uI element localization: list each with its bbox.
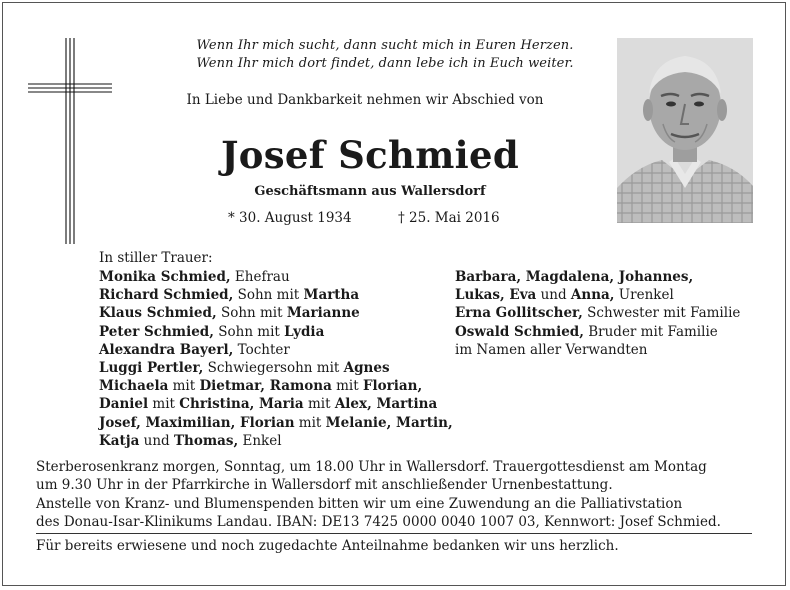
mourner-relation: Tochter	[233, 341, 290, 358]
mourner-name: Klaus Schmied,	[99, 305, 217, 322]
mourner-name: Daniel	[99, 396, 149, 413]
mourner-relation: Schwester mit Familie	[582, 305, 741, 322]
mourner-row	[455, 268, 775, 286]
mourner-relation: im Namen aller Verwandten	[455, 341, 648, 358]
mourner-relation: mit	[303, 396, 335, 413]
mourner-row	[99, 268, 459, 286]
mourner-relation: mit	[148, 396, 180, 413]
mourner-name: Alex, Martina	[334, 396, 438, 413]
mourners-label: In stiller Trauer:	[99, 250, 213, 266]
mourner-name: Katja	[99, 432, 140, 449]
mourner-relation: mit	[168, 378, 200, 395]
mourner-row	[455, 304, 775, 322]
mourners-left-column	[99, 268, 459, 450]
mourner-row	[455, 286, 775, 304]
mourner-relation: und	[536, 287, 571, 304]
mourner-relation: mit	[294, 414, 326, 431]
mourner-relation: Schwiegersohn mit	[203, 360, 344, 377]
mourner-row	[455, 323, 775, 341]
mourner-name: Lydia	[284, 323, 325, 340]
mourner-name: Florian,	[362, 378, 423, 395]
mourner-name: Lukas, Eva	[455, 287, 537, 304]
notice-line: des Donau-Isar-Klinikums Landau. IBAN: DE13 7425 0000 0040 1007 03, Kennwort: Josef Schmied.	[36, 514, 721, 531]
mourner-relation: Enkel	[238, 432, 282, 449]
mourner-name: Martha	[303, 287, 360, 304]
mourner-relation: Sohn mit	[233, 287, 304, 304]
notice-line: Anstelle von Kranz- und Blumenspenden bitten wir um eine Zuwendung an die Palliativstation	[36, 495, 683, 512]
mourner-row	[99, 432, 459, 450]
mourner-name: Alexandra Bayerl,	[99, 341, 234, 358]
quote-line-1: Wenn Ihr mich sucht, dann sucht mich in Euren Herzen.	[196, 38, 574, 53]
intro-text: In Liebe und Dankbarkeit nehmen wir Abschied von	[186, 92, 544, 108]
mourner-name: Luggi Pertler,	[99, 360, 204, 377]
mourner-name: Josef, Maximilian, Florian	[99, 414, 295, 431]
thanks-text: Für bereits erwiesene und noch zugedachte Anteilnahme bedanken wir uns herzlich.	[36, 538, 619, 554]
mourner-relation: Sohn mit	[216, 305, 287, 322]
mourner-row	[99, 414, 459, 432]
mourner-row	[99, 304, 459, 322]
mourner-row	[99, 286, 459, 304]
notice-line: um 9.30 Uhr in der Pfarrkirche in Wallersdorf mit anschließender Urnenbestattung.	[36, 477, 613, 494]
mourner-name: Anna,	[570, 287, 615, 304]
mourner-name: Agnes	[343, 360, 390, 377]
mourner-name: Oswald Schmied,	[455, 323, 584, 340]
death-date: † 25. Mai 2016	[398, 210, 500, 226]
deceased-occupation: Geschäftsmann aus Wallersdorf	[254, 184, 486, 199]
notice-line: Sterberosenkranz morgen, Sonntag, um 18.00 Uhr in Wallersdorf. Trauergottesdienst am Montag	[36, 459, 707, 475]
mourner-name: Barbara, Magdalena, Johannes,	[455, 269, 694, 285]
mourner-relation: Sohn mit	[213, 323, 285, 340]
mourner-row	[99, 377, 459, 395]
mourner-name: Thomas,	[173, 432, 239, 449]
quote-line-2: Wenn Ihr mich dort findet, dann lebe ich in Euch weiter.	[196, 56, 574, 71]
mourner-name: Michaela	[99, 378, 169, 395]
mourner-relation: und	[139, 432, 174, 449]
mourner-relation: mit	[331, 378, 363, 395]
mourner-name: Marianne	[286, 305, 360, 322]
mourner-name: Richard Schmied,	[99, 287, 234, 304]
funeral-notice	[36, 458, 756, 532]
mourner-name: Melanie, Martin,	[325, 414, 453, 431]
mourner-row	[99, 341, 459, 359]
mourner-name: Christina, Maria	[179, 396, 304, 413]
mourner-row	[99, 359, 459, 377]
portrait-photo	[617, 38, 753, 223]
deceased-name: Josef Schmied	[220, 133, 520, 177]
mourner-row	[99, 395, 459, 413]
mourner-name: Dietmar, Ramona	[199, 378, 332, 395]
mourner-relation: Ehefrau	[230, 269, 290, 285]
cross-icon	[28, 38, 112, 244]
mourner-name: Peter Schmied,	[99, 323, 214, 340]
mourner-relation: Urenkel	[614, 287, 674, 304]
mourner-row	[99, 323, 459, 341]
mourner-relation: Bruder mit Familie	[583, 323, 718, 340]
divider	[36, 533, 752, 534]
mourners-right-column	[455, 268, 775, 359]
mourner-row	[455, 341, 775, 359]
mourner-name: Monika Schmied,	[99, 269, 231, 285]
birth-date: * 30. August 1934	[228, 210, 352, 226]
mourner-name: Erna Gollitscher,	[455, 305, 583, 322]
